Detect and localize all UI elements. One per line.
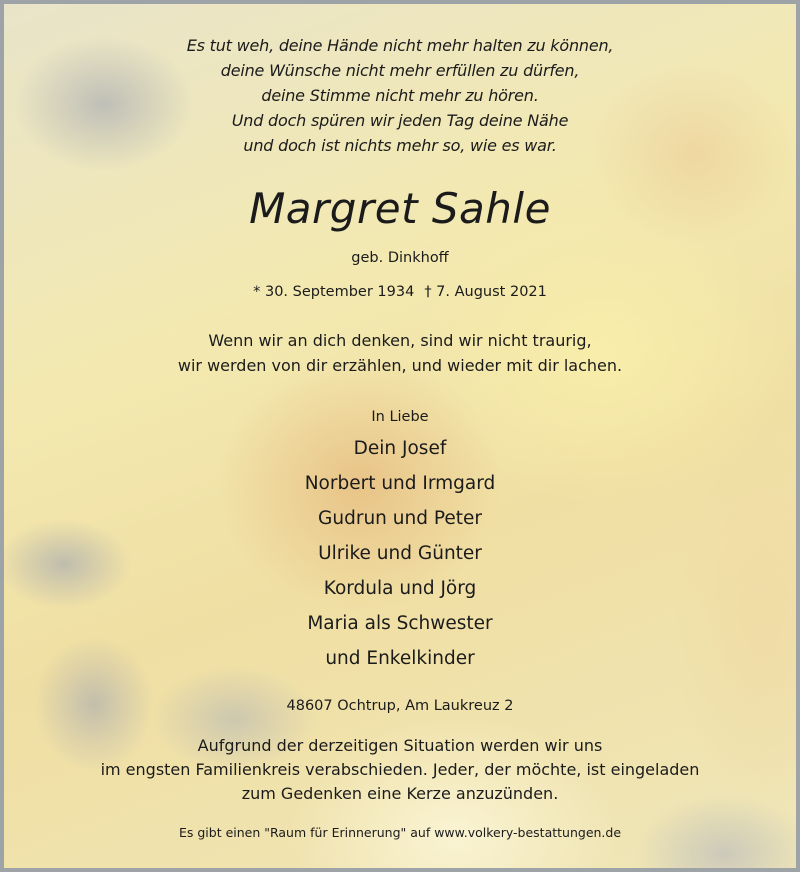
poem-line: und doch ist nichts mehr so, wie es war. [243, 136, 557, 155]
poem-line: deine Stimme nicht mehr zu hören. [261, 86, 539, 105]
birth-date: * 30. September 1934 [253, 284, 415, 300]
mourner-name: Dein Josef [353, 438, 447, 459]
death-date: † 7. August 2021 [424, 284, 547, 300]
mourner-name: Gudrun und Peter [318, 508, 482, 529]
obituary-card [4, 4, 796, 868]
quote-line: Wenn wir an dich denken, sind wir nicht traurig, [208, 331, 592, 350]
quote-line: wir werden von dir erzählen, und wieder mit dir lachen. [177, 356, 623, 375]
mourner-name: Norbert und Irmgard [304, 473, 496, 494]
poem-line: deine Wünsche nicht mehr erfüllen zu dürfen, [220, 61, 580, 80]
poem-line: Es tut weh, deine Hände nicht mehr halten zu können, [186, 36, 614, 55]
address: 48607 Ochtrup, Am Laukreuz 2 [286, 698, 514, 714]
mourner-name: und Enkelkinder [325, 648, 475, 669]
mourner-name: Ulrike und Günter [318, 543, 482, 564]
notice-line: zum Gedenken eine Kerze anzuzünden. [241, 784, 559, 803]
mourner-name: Kordula und Jörg [323, 578, 477, 599]
notice-line: Aufgrund der derzeitigen Situation werden wir uns [197, 736, 603, 755]
life-dates [4, 284, 796, 300]
birth-name: geb. Dinkhoff [351, 250, 449, 266]
poem-line: Und doch spüren wir jeden Tag deine Nähe [231, 111, 569, 130]
notice-line: im engsten Familienkreis verabschieden. Jeder, der möchte, ist eingeladen [100, 760, 700, 779]
obituary-content [4, 4, 796, 868]
mourners-intro: In Liebe [371, 409, 429, 425]
footer-memorial-link: Es gibt einen "Raum für Erinnerung" auf www.volkery-bestattungen.de [178, 825, 622, 840]
deceased-name: Margret Sahle [249, 184, 551, 233]
mourner-name: Maria als Schwester [307, 613, 493, 634]
